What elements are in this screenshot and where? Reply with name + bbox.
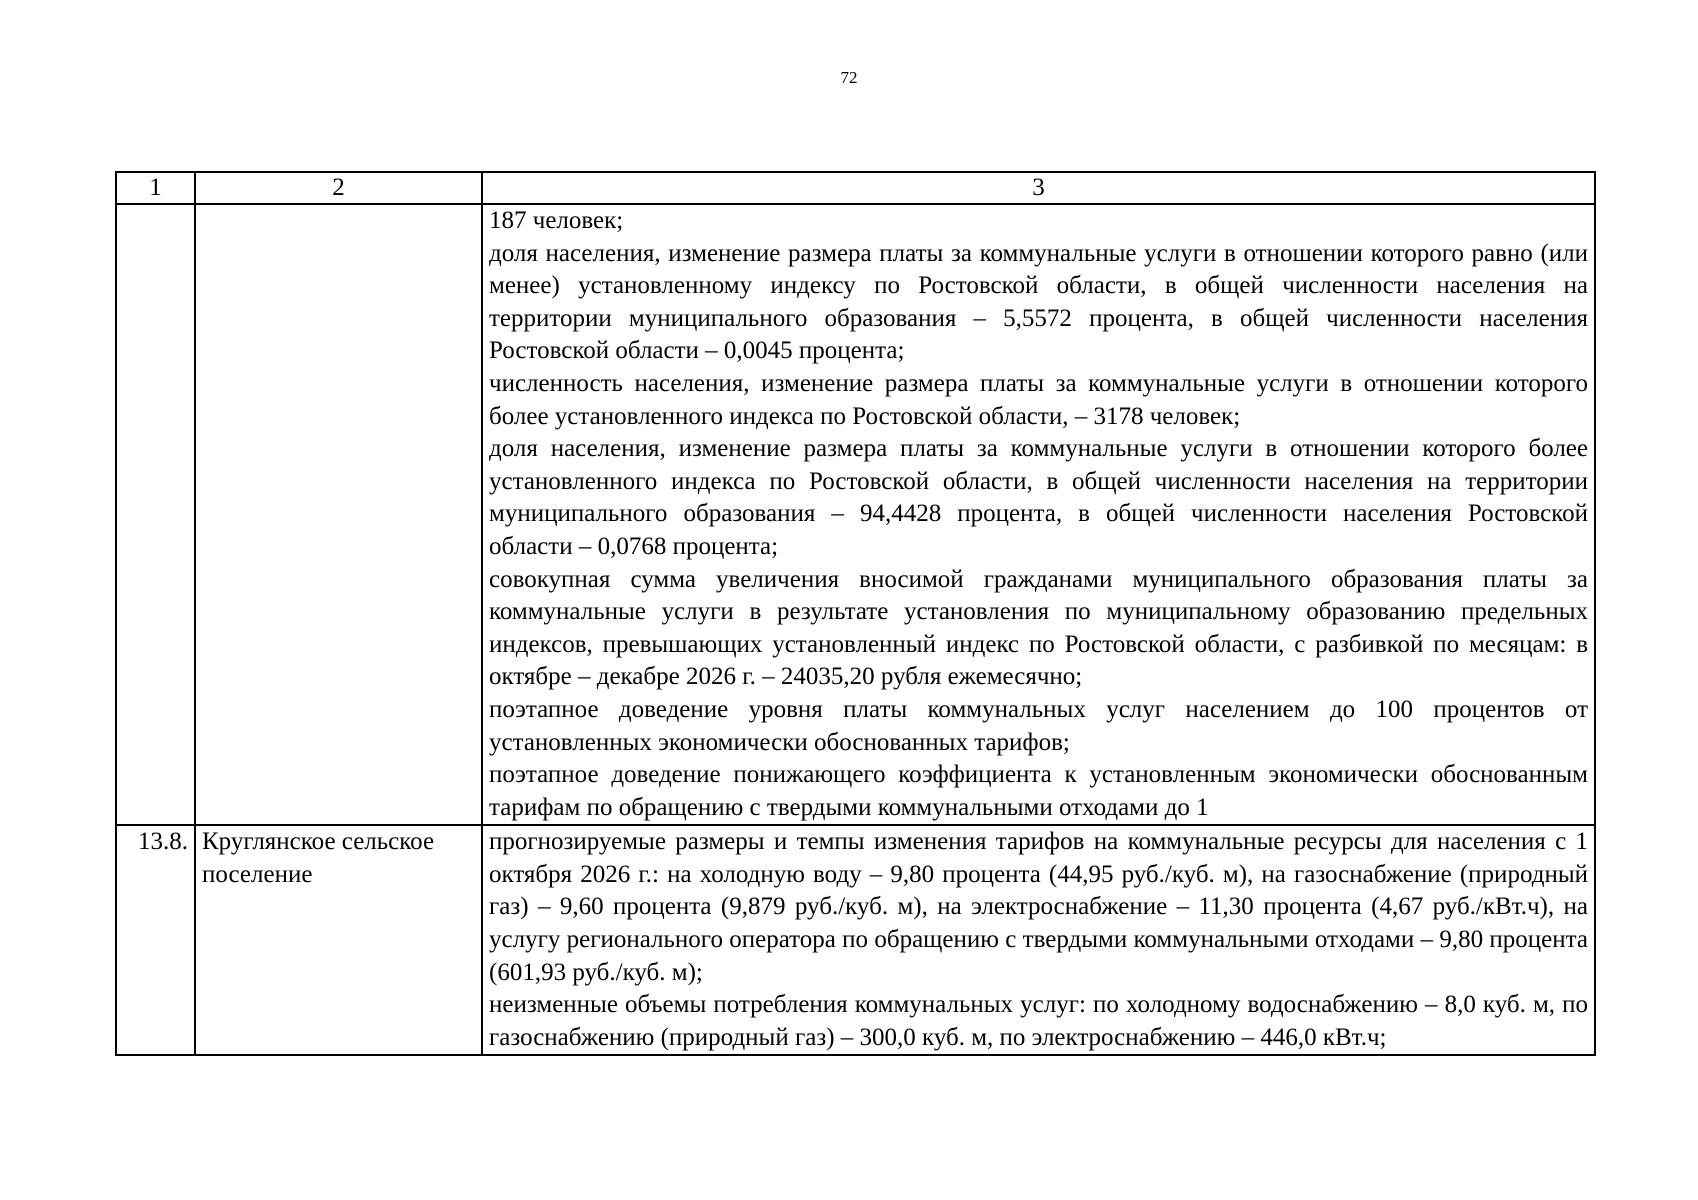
header-cell-3: 3	[482, 172, 1595, 204]
row-number	[116, 204, 195, 825]
paragraph: поэтапное доведение уровня платы коммунальных услуг населением до 100 процентов от установленных экономически обоснованных тарифов;	[489, 695, 1588, 756]
paragraph: численность населения, изменение размера платы за коммунальные услуги в отношении которого более установленного индекса по Ростовской области, – 3178 человек;	[489, 369, 1588, 430]
paragraph: доля населения, изменение размера платы за коммунальные услуги в отношении которого равно (или менее) установленному индексу по Ростовской области, в общей численности населения на территории муниципального образования – 5,5572 процента, в общей численности населения Ростовской области – 0,0045 процента;	[489, 239, 1588, 365]
table-row	[116, 204, 1595, 825]
settlement-name	[195, 204, 482, 825]
page-number: 72	[840, 68, 858, 87]
indicators-cell	[482, 204, 1595, 825]
table-header-row	[116, 172, 1595, 204]
settlement-name: Круглянское сельское поселение	[195, 825, 482, 1055]
paragraph: поэтапное доведение понижающего коэффициента к установленным экономически обоснованным тарифам по обращению с твердыми коммунальными отходами до 1	[489, 761, 1588, 821]
table-row	[116, 825, 1595, 1055]
header-cell-2: 2	[195, 172, 482, 204]
data-table	[115, 171, 1596, 1056]
indicators-cell	[482, 825, 1595, 1055]
row-number: 13.8.	[116, 825, 195, 1055]
paragraph: прогнозируемые размеры и темпы изменения тарифов на коммунальные ресурсы для населения с 1 октября 2026 г.: на холодную воду – 9,80 процента (44,95 руб./куб. м), на газоснабжение (природный газ) – 9,60 процента (9,879 руб./куб. м), на электроснабжение – 11,30 процента (4,67 руб./кВт.ч), на услугу регионального оператора по обращению с твердыми коммунальными отходами – 9,80 процента (601,93 руб./куб. м);	[489, 828, 1588, 986]
paragraph: совокупная сумма увеличения вносимой гражданами муниципального образования платы за коммунальные услуги в результате установления по муниципальному образованию предельных индексов, превышающих установленный индекс по Ростовской области, с разбивкой по месяцам: в октябре – декабре 2026 г. – 24035,20 рубля ежемесячно;	[489, 565, 1588, 691]
paragraph: 187 человек;	[489, 207, 624, 234]
header-cell-1: 1	[116, 172, 195, 204]
paragraph: доля населения, изменение размера платы за коммунальные услуги в отношении которого более установленного индекса по Ростовской области, в общей численности населения на территории муниципального образования – 94,4428 процента, в общей численности населения Ростовской области – 0,0768 процента;	[489, 435, 1588, 560]
paragraph: неизменные объемы потребления коммунальных услуг: по холодному водоснабжению – 8,0 куб. м, по газоснабжению (природный газ) – 300,0 куб. м, по электроснабжению – 446,0 кВт.ч;	[489, 991, 1588, 1051]
